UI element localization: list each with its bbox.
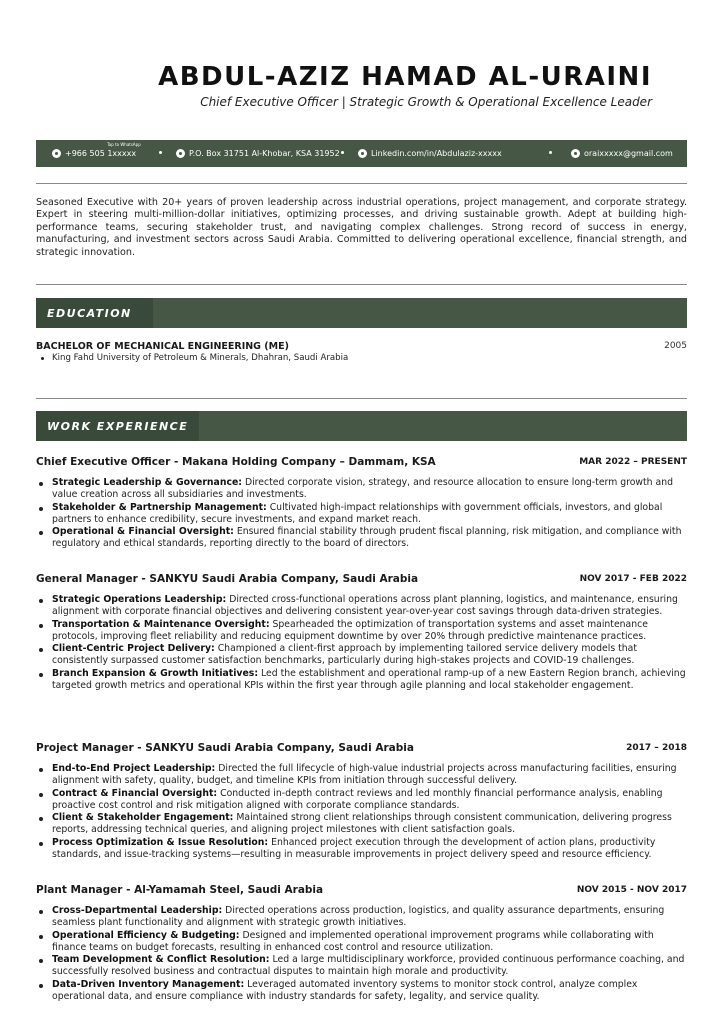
contact-bar xyxy=(36,140,687,167)
list-item: Data-Driven Inventory Management: Leveraged automated inventory systems to monitor stock control, analyze complex operational data, and ensure compliance with industry standards for safety, legality, and service quality. xyxy=(36,979,687,1004)
list-item: End-to-End Project Leadership: Directed the full lifecycle of high-value industrial projects across manufacturing facilities, ensuring alignment with safety, quality, budget, and timeline KPIs from initiation through successful delivery. xyxy=(36,763,687,788)
address-text: P.O. Box 31751 Al-Khobar, KSA 31952 xyxy=(189,149,340,158)
education-heading: EDUCATION xyxy=(36,298,153,328)
separator-dot xyxy=(549,151,552,154)
job-title: Project Manager - SANKYU Saudi Arabia Company, Saudi Arabia xyxy=(36,742,414,754)
job-title: General Manager - SANKYU Saudi Arabia Company, Saudi Arabia xyxy=(36,573,419,585)
education-school: King Fahd University of Petroleum & Minerals, Dhahran, Saudi Arabia xyxy=(52,353,349,363)
separator-dot xyxy=(159,151,162,154)
job-entry xyxy=(36,573,687,692)
list-item: Operational & Financial Oversight: Ensured financial stability through prudent fiscal planning, risk mitigation, and compliance with regulatory and ethical standards, reporting directly to the board of directors. xyxy=(36,526,687,551)
divider xyxy=(36,398,687,399)
experience-section-header xyxy=(36,411,687,441)
job-dates: NOV 2015 - NOV 2017 xyxy=(576,885,687,895)
candidate-title: Chief Executive Officer | Strategic Growth & Operational Excellence Leader xyxy=(200,95,652,109)
job-entry xyxy=(36,884,687,1003)
list-item: Cross-Departmental Leadership: Directed operations across production, logistics, and quality assurance departments, ensuring seamless plant functionality and alignment with strategic growth initiatives. xyxy=(36,905,687,930)
contact-address xyxy=(176,140,340,167)
list-item: Process Optimization & Issue Resolution: Enhanced project execution through the development of action plans, productivity standards, and issue-tracking systems—resulting in measurable improvements in project delivery speed and resource efficiency. xyxy=(36,837,687,862)
job-entry xyxy=(36,742,687,861)
list-item: Operational Efficiency & Budgeting: Designed and implemented operational improvement programs while collaborating with finance teams on budget forecasts, resulting in enhanced cost control and resource utilization. xyxy=(36,930,687,955)
contact-linkedin[interactable] xyxy=(358,140,502,167)
list-item: Branch Expansion & Growth Initiatives: Led the establishment and operational ramp-up of a new Eastern Region branch, achieving targeted growth metrics and operational KPIs within the first year through agile planning and local stakeholder engagement. xyxy=(36,668,687,693)
experience-heading: WORK EXPERIENCE xyxy=(36,411,199,441)
list-item: Client & Stakeholder Engagement: Maintained strong client relationships through consistent communication, delivering progress reports, addressing technical queries, and aligning project milestones with client satisfaction goals. xyxy=(36,812,687,837)
linkedin-icon xyxy=(358,149,367,158)
candidate-name: ABDUL-AZIZ HAMAD AL-URAINI xyxy=(158,62,652,92)
education-degree: BACHELOR OF MECHANICAL ENGINEERING (ME) xyxy=(36,341,289,352)
job-dates: 2017 – 2018 xyxy=(626,743,687,753)
separator-dot xyxy=(341,151,344,154)
contact-phone[interactable] xyxy=(52,140,136,167)
list-item: Stakeholder & Partnership Management: Cultivated high-impact relationships with government officials, investors, and global partners to enhance credibility, secure investments, and expand market reach. xyxy=(36,502,687,527)
professional-summary: Seasoned Executive with 20+ years of proven leadership across industrial operations, project management, and corporate strategy. Expert in steering multi-million-dollar initiatives, optimizing processes, and driving sustainable growth. Adept at building high-performance teams, securing stakeholder trust, and navigating complex challenges. Strong record of success in energy, manufacturing, and investment sectors across Saudi Arabia. Committed to delivering operational excellence, financial strength, and strategic innovation. xyxy=(36,197,687,258)
list-item: Team Development & Conflict Resolution: Led a large multidisciplinary workforce, provided continuous performance coaching, and successfully resolved business and contractual disputes to maintain high morale and productivity. xyxy=(36,954,687,979)
contact-email[interactable] xyxy=(571,140,673,167)
location-pin-icon xyxy=(176,149,185,158)
whatsapp-icon xyxy=(52,149,61,158)
list-item: Contract & Financial Oversight: Conducted in-depth contract reviews and led monthly financial performance analysis, enabling proactive cost control and risk mitigation aligned with corporate compliance standards. xyxy=(36,788,687,813)
whatsapp-label[interactable]: Tap to WhatsApp xyxy=(107,142,141,147)
list-item: Client-Centric Project Delivery: Championed a client-first approach by implementing tailored service delivery models that consistently surpassed customer satisfaction benchmarks, particularly during high-stakes projects and COVID-19 challenges. xyxy=(36,643,687,668)
list-item: Strategic Leadership & Governance: Directed corporate vision, strategy, and resource allocation to ensure long-term growth and value creation across all subsidiaries and investments. xyxy=(36,477,687,502)
education-year: 2005 xyxy=(664,341,687,351)
email-text[interactable]: oraixxxxx@gmail.com xyxy=(584,149,673,158)
job-entry xyxy=(36,456,687,551)
job-dates: NOV 2017 - FEB 2022 xyxy=(579,574,687,584)
phone-text[interactable]: +966 505 1xxxxx xyxy=(65,149,137,158)
education-section-header xyxy=(36,298,687,328)
divider xyxy=(36,284,687,285)
job-dates: MAR 2022 – PRESENT xyxy=(579,457,687,467)
divider xyxy=(36,183,687,184)
list-item: Transportation & Maintenance Oversight: Spearheaded the optimization of transportation systems and asset maintenance protocols, improving fleet reliability and reducing equipment downtime by over 20% through predictive maintenance practices. xyxy=(36,619,687,644)
list-item: Strategic Operations Leadership: Directed cross-functional operations across plant planning, logistics, and maintenance, ensuring alignment with corporate financial objectives and delivering consistent year-over-year cost savings through data-driven strategies. xyxy=(36,594,687,619)
job-title: Chief Executive Officer - Makana Holding Company – Dammam, KSA xyxy=(36,456,436,468)
linkedin-text[interactable]: Linkedin.com/in/Abdulaziz-xxxxx xyxy=(371,149,502,158)
email-icon xyxy=(571,149,580,158)
job-title: Plant Manager - Al-Yamamah Steel, Saudi Arabia xyxy=(36,884,324,896)
